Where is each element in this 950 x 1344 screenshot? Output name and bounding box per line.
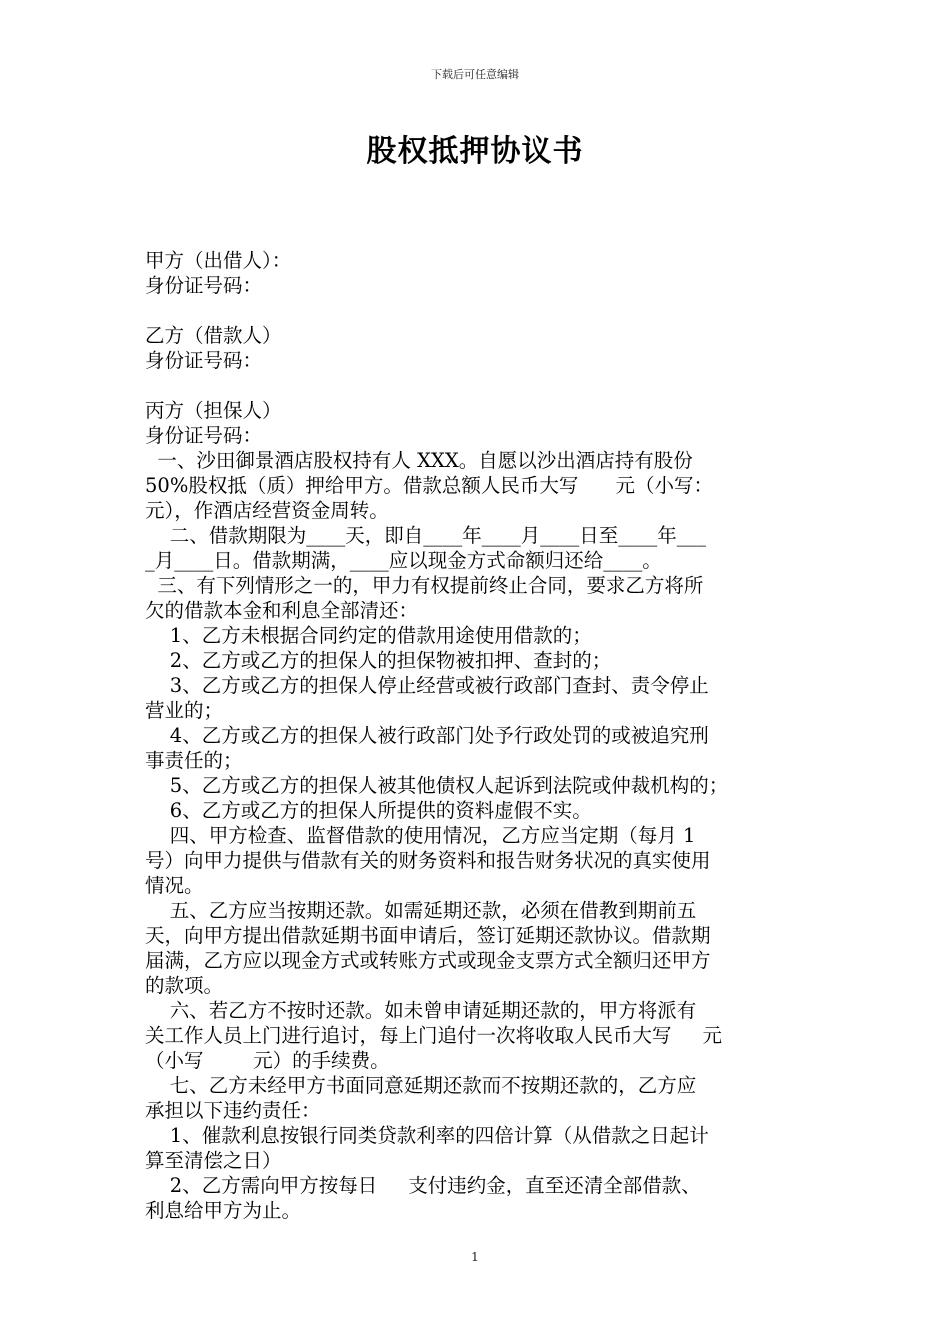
clause-line: 号）向甲力提供与借款有关的财务资料和报告财务状况的真实使用: [145, 849, 711, 872]
clause-line: 承担以下违约责任：: [145, 1099, 321, 1122]
clause-line: 营业的；: [145, 699, 224, 722]
clause-line: 1、催款利息按银行同类贷款利率的四倍计算（从借款之日起计: [145, 1124, 709, 1147]
clause-line: _月____日。借款期满，____应以现金方式命额归还给____。: [145, 549, 662, 572]
clause-line: 四、甲方检查、监督借款的使用情况，乙方应当定期（每月 1: [145, 824, 696, 847]
clause-line: 50%股权抵（质）押给甲方。借款总额人民币大写 元（小写：: [145, 474, 714, 497]
clause-line: 七、乙方未经甲方书面同意延期还款而不按期还款的，乙方应: [145, 1074, 697, 1097]
clause-line: 三、有下列情形之一的，甲力有权提前终止合同，要求乙方将所: [145, 574, 704, 597]
clause-line: 二、借款期限为____天，即自____年____月____日至____年___: [145, 524, 707, 547]
party-a-line: 甲方（出借人）：: [145, 249, 292, 272]
clause-line: （小写 元）的手续费。: [145, 1049, 390, 1072]
header-note: 下载后可任意编辑: [431, 68, 519, 81]
clause-line: 2、乙方需向甲方按每日 支付违约金，直至还清全部借款、: [145, 1174, 701, 1197]
party-c-line: 丙方（担保人）: [145, 399, 282, 422]
clause-line: 4、乙方或乙方的担保人被行政部门处予行政处罚的或被追究刑: [145, 724, 709, 747]
party-c-id-line: 身份证号码：: [145, 424, 263, 447]
party-b-id-line: 身份证号码：: [145, 349, 263, 372]
page-number: 1: [471, 1250, 479, 1264]
party-b-line: 乙方（借款人）: [145, 324, 282, 347]
clause-line: 欠的借款本金和利息全部清还：: [145, 599, 419, 622]
clause-line: 5、乙方或乙方的担保人被其他债权人起诉到法院或仲裁机构的；: [145, 774, 729, 797]
clause-line: 事责任的；: [145, 749, 243, 772]
clause-line: 1、乙方未根据合同约定的借款用途使用借款的；: [145, 624, 592, 647]
clause-line: 天，向甲方提出借款延期书面申请后，签订延期还款协议。借款期: [145, 924, 711, 947]
clause-line: 2、乙方或乙方的担保人的担保物被扣押、查封的；: [145, 649, 612, 672]
document-body: [145, 248, 813, 1223]
party-a-id-line: 身份证号码：: [145, 274, 263, 297]
blank-line: [145, 298, 813, 323]
clause-line: 的款项。: [145, 974, 224, 997]
blank-line: [145, 373, 813, 398]
document-title: 股权抵押协议书: [366, 134, 584, 169]
clause-line: 届满，乙方应以现金方式或转账方式或现金支票方式全额归还甲方: [145, 949, 711, 972]
clauses-block: [145, 448, 813, 1223]
clause-line: 一、沙田御景酒店股权持有人 XXX。自愿以沙出酒店持有股份: [145, 449, 693, 472]
clause-line: 利息给甲方为止。: [145, 1199, 302, 1222]
clause-line: 关工作人员上门进行追讨，每上门追付一次将收取人民币大写 元: [145, 1024, 722, 1047]
clause-line: 6、乙方或乙方的担保人所提供的资料虚假不实。: [145, 799, 592, 822]
clause-line: 元），作酒店经营资金周转。: [145, 499, 389, 522]
clause-line: 3、乙方或乙方的担保人停止经营或被行政部门查封、责令停止: [145, 674, 709, 697]
clause-line: 五、乙方应当按期还款。如需延期还款，必须在借教到期前五: [145, 899, 697, 922]
clause-line: 六、若乙方不按时还款。如未曾申请延期还款的，甲方将派有: [145, 999, 697, 1022]
clause-line: 情况。: [145, 874, 204, 897]
clause-line: 算至清偿之日）: [145, 1149, 282, 1172]
